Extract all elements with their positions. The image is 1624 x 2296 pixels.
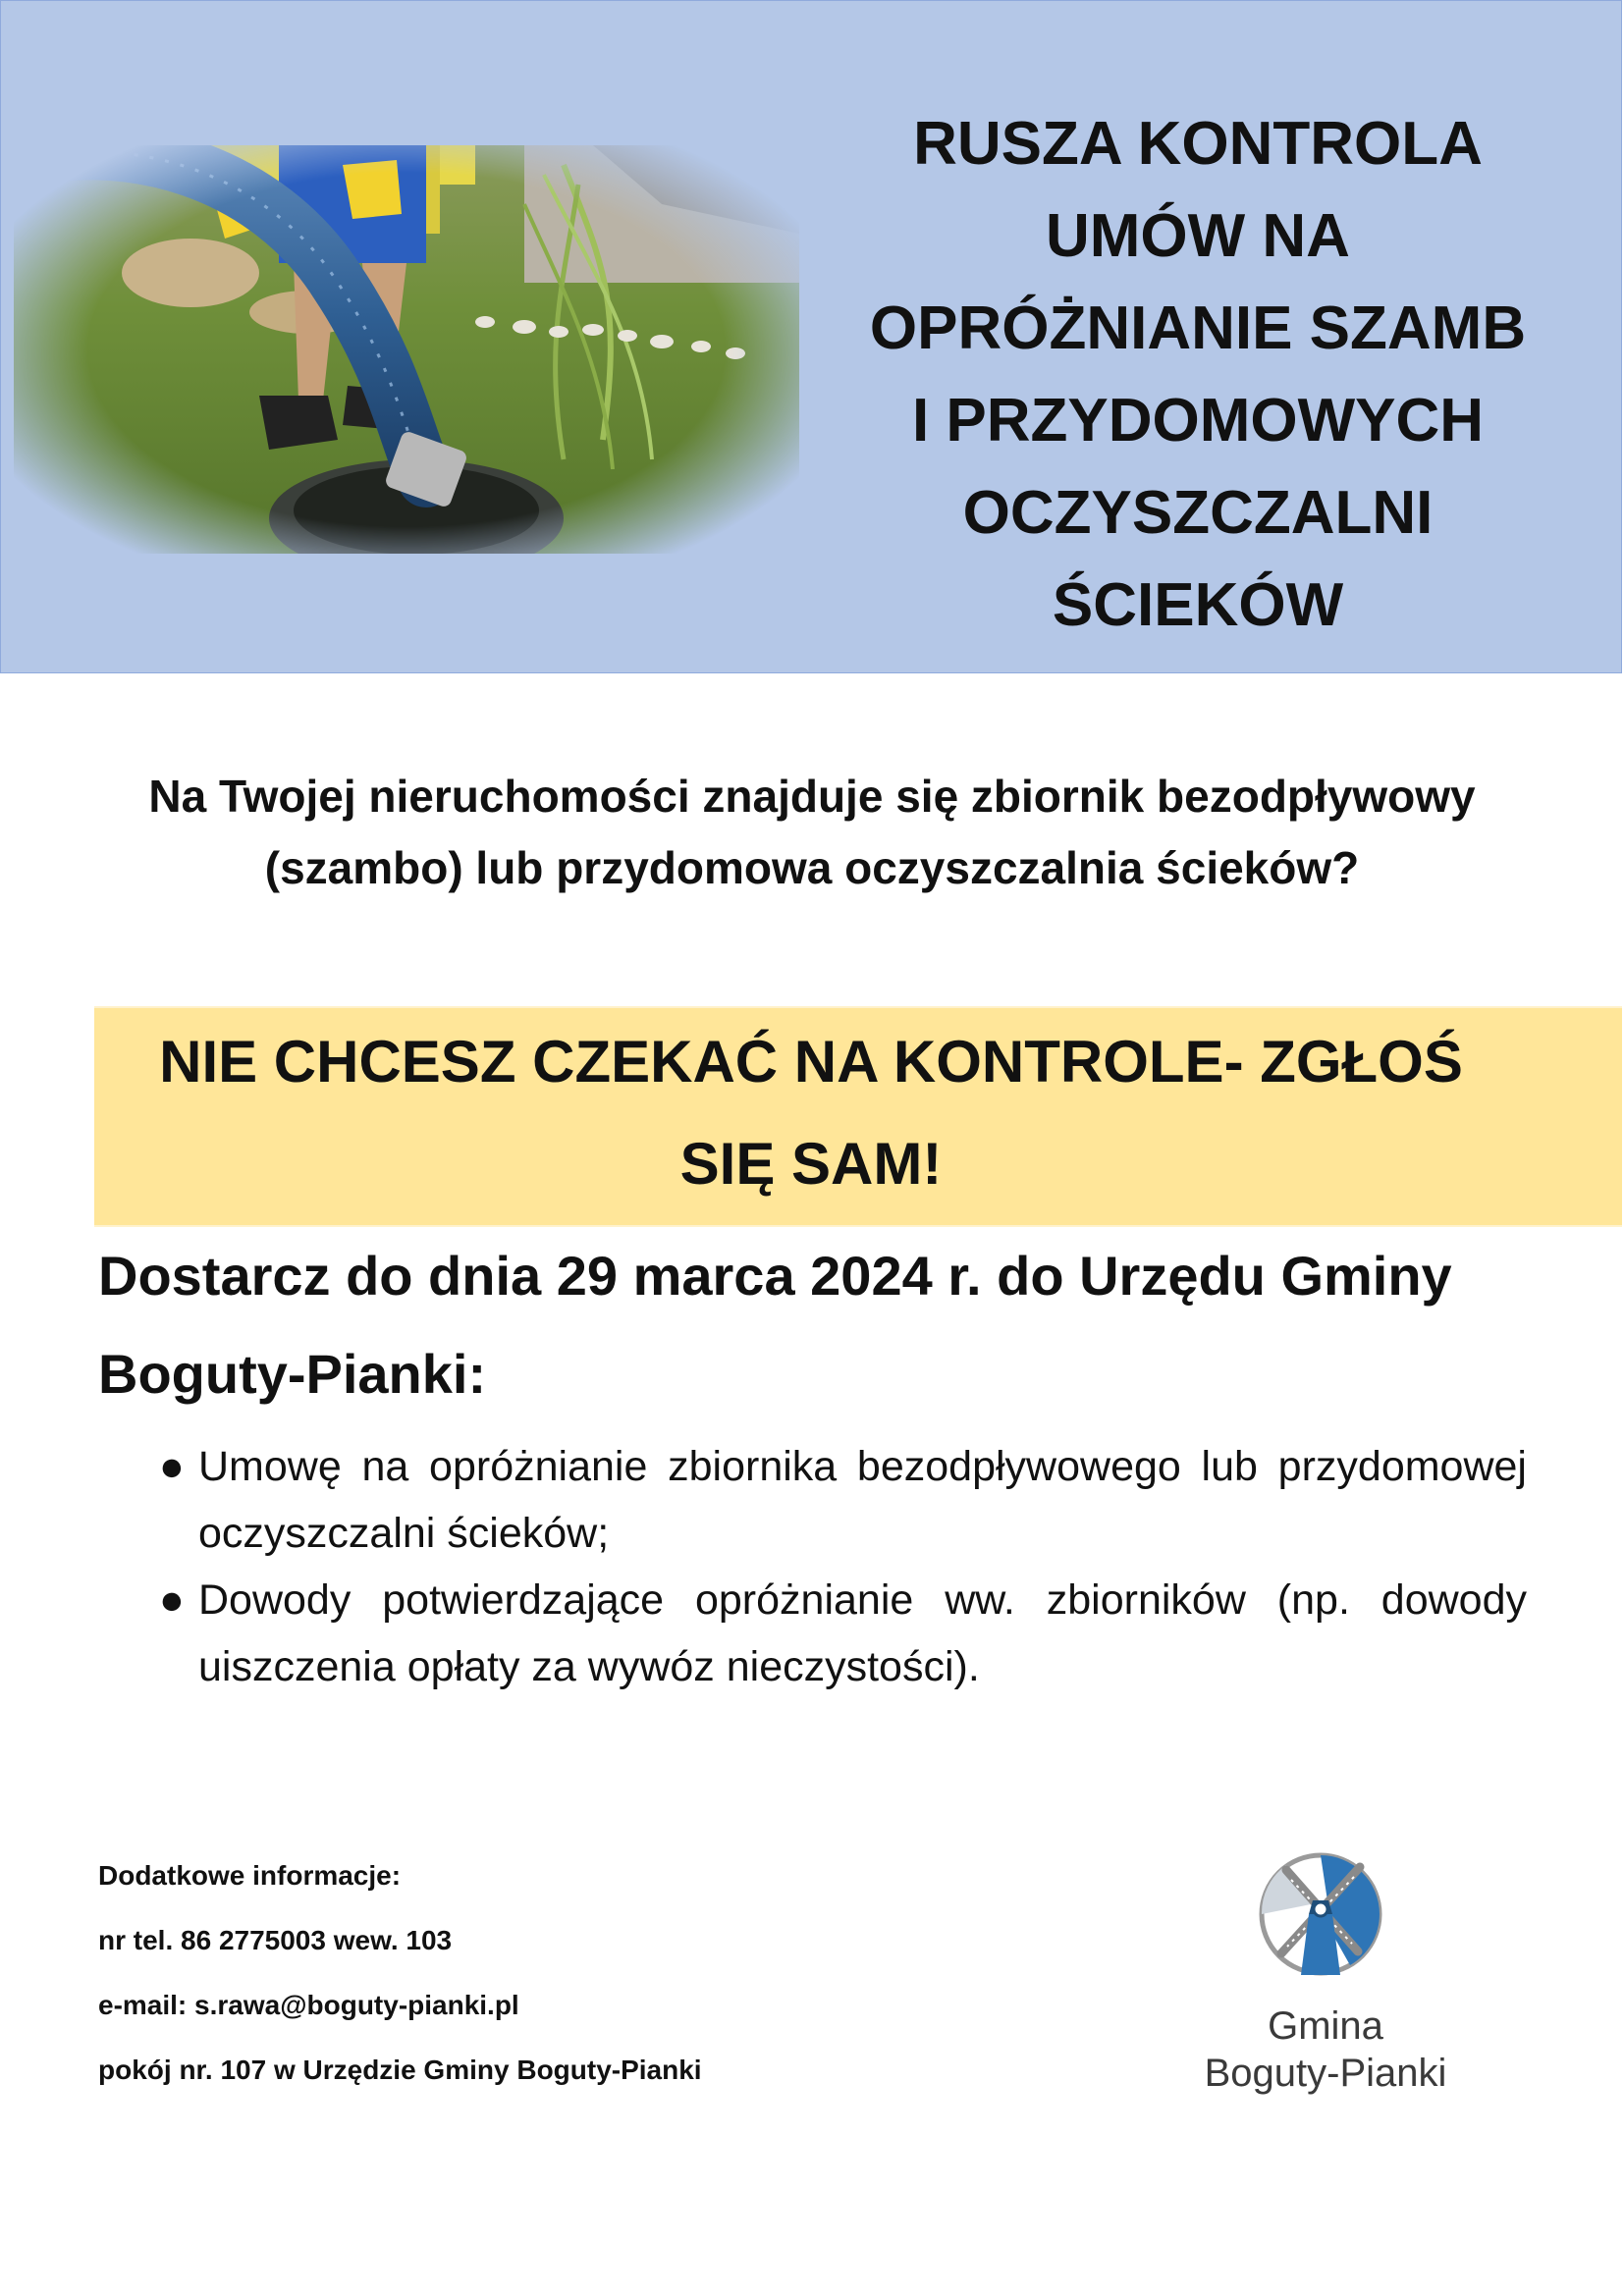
title-line: OPRÓŻNIANIE SZAMB (869, 294, 1527, 362)
bullet-icon: ● (159, 1576, 185, 1624)
question-line: (szambo) lub przydomowa oczyszczalnia ścieków? (264, 842, 1360, 893)
contact-heading: Dodatkowe informacje: (98, 1860, 402, 1891)
callout-text (94, 1011, 1528, 1215)
question-text (59, 761, 1565, 904)
callout-line: NIE CHCESZ CZEKAĆ NA KONTROLE- ZGŁOŚ (159, 1029, 1463, 1095)
delivery-line: Boguty-Pianki: (98, 1343, 487, 1405)
list-item-text: Dowody potwierdzające opróżnianie ww. zbiorników (np. dowody uiszczenia opłaty za wywóz nieczystości). (198, 1576, 1527, 1690)
contact-room: pokój nr. 107 w Urzędzie Gminy Boguty-Pianki (98, 2055, 702, 2085)
photo-illustration (14, 145, 799, 554)
logo-wordmark (1159, 2002, 1492, 2097)
question-line: Na Twojej nieruchomości znajduje się zbiornik bezodpływowy (148, 771, 1476, 822)
list-item-text: Umowę na opróżnianie zbiornika bezodpływowego lub przydomowej oczyszczalni ścieków; (198, 1443, 1527, 1557)
title-line: I PRZYDOMOWYCH (911, 387, 1485, 454)
logo-line-name: Boguty-Pianki (1204, 2052, 1447, 2095)
list-item (98, 1433, 1527, 1567)
title-line: OCZYSZCZALNI (962, 479, 1434, 547)
bullet-icon: ● (159, 1443, 185, 1490)
windmill-logo-graphic (1242, 1836, 1409, 1993)
page-title (835, 98, 1561, 652)
delivery-line: Dostarcz do dnia 29 marca 2024 r. do Urzędu Gminy (98, 1245, 1452, 1307)
title-line: UMÓW NA (1046, 202, 1350, 270)
list-item (98, 1567, 1527, 1700)
required-documents-list (98, 1433, 1527, 1700)
contact-phone: nr tel. 86 2775003 wew. 103 (98, 1925, 453, 1955)
callout-line: SIĘ SAM! (679, 1131, 943, 1197)
contact-email: e-mail: s.rawa@boguty-pianki.pl (98, 1990, 519, 2020)
contact-info (98, 1843, 982, 2103)
logo-line-gmina: Gmina (1268, 2004, 1383, 2048)
title-line: ŚCIEKÓW (1052, 571, 1344, 639)
septic-tank-pumping-photo (14, 145, 799, 554)
delivery-heading (98, 1227, 1571, 1423)
title-line: RUSZA KONTROLA (913, 110, 1483, 178)
